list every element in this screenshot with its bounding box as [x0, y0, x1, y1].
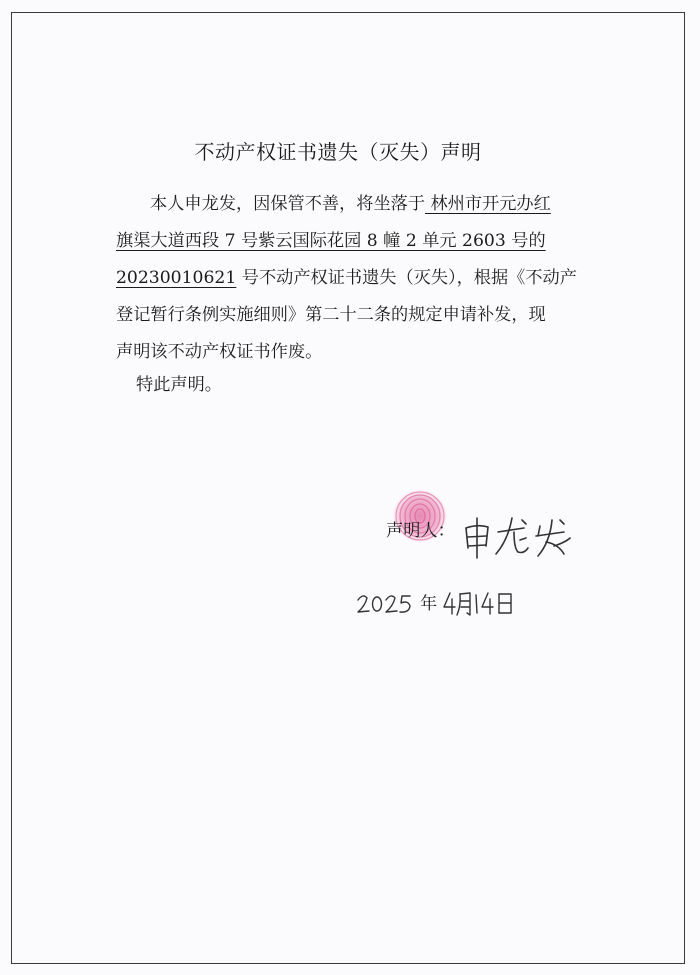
certificate-number: 20230010621: [116, 268, 237, 288]
statement-line-3: [116, 260, 578, 297]
statement-line-4: [116, 297, 578, 334]
handwritten-month-day: [441, 588, 517, 618]
property-address: 旗渠大道西段 7 号紫云国际花园 8 幢 2 单元 2603 号的: [116, 231, 546, 251]
date-year-char: 年: [420, 594, 438, 614]
statement-text: 号不动产权证书遗失（灭失），根据《不动产: [236, 268, 577, 288]
statement-line-2: [116, 223, 578, 260]
signature-label: 声明人：: [386, 521, 455, 541]
property-address: 林州市开元办红: [425, 194, 551, 214]
statement-line-5: [116, 334, 578, 371]
handwritten-year: [355, 588, 413, 618]
statement-text: 本人申龙发，因保管不善，将坐落于: [150, 194, 426, 214]
handwritten-signature: [462, 512, 574, 562]
document-title: 不动产权证书遗失（灭失）声明: [194, 140, 482, 164]
closing-text: 特此声明。: [136, 375, 222, 395]
statement-text: 登记暂行条例实施细则》第二十二条的规定申请补发，现: [116, 305, 546, 325]
statement-text: 声明该不动产权证书作废。: [116, 342, 323, 362]
statement-body: [116, 186, 578, 371]
statement-line-1: [116, 186, 578, 223]
